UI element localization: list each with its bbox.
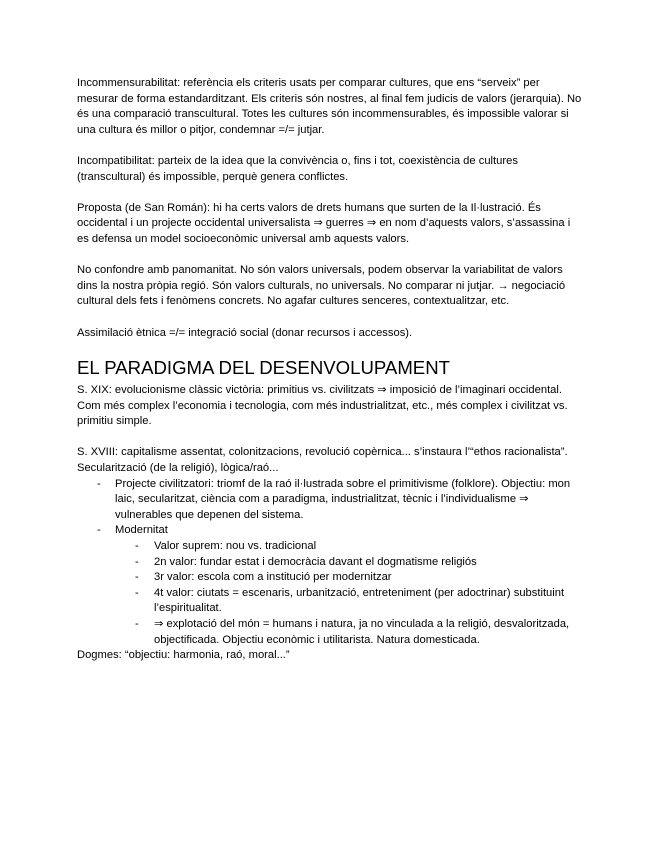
dash-marker: - [135,540,139,553]
sub-list-item-text: 2n valor: fundar estat i democràcia davant el dogmatisme religiós [154,555,477,568]
section-heading: EL PARADIGMA DEL DESENVOLUPAMENT [77,357,450,379]
dash-marker: - [135,555,139,568]
sub-list-item-text: ⇒ explotació del món = humans i natura, ja no vinculada a la religió, desvaloritzada, objectificada. Objectiu econòmic i utilitarista. Natura domesticada. [154,618,570,646]
paragraph-segle-xix: S. XIX: evolucionisme clàssic victòria: primitius vs. civilitzats ⇒ imposició de l’imaginari occidental. Com més complex l’economia i tecnologia, com més industrialitzat, etc., més complex i civilitzat vs. primitiu simple. [77,384,568,428]
sub-list-item-text: 4t valor: ciutats = escenaris, urbanització, entreteniment (per adoctrinar) substituint l’espiritualitat. [154,586,565,615]
sub-list-item [77,555,583,571]
paragraph-segle-xviii: S. XVIII: capitalisme assentat, colonitzacions, revolució copèrnica... s’instaura l’“ethos racionalista”. Secularització (de la religió), lògica/raó... [77,446,568,475]
paragraph-proposta: Proposta (de San Román): hi ha certs valors de drets humans que surten de la Il·lustració. És occidental i un projecte occidental universalista ⇒ guerres ⇒ en nom d’aquests valors, s’assassina i es defensa un model socioeconòmic universal amb aquests valors. [77,201,571,245]
sub-list [115,539,583,648]
dash-marker: - [135,618,139,630]
paragraph-incommensurabilitat: Incommensurabilitat: referència els criteris usats per comparar cultures, que ens “serveix” per mesurar de forma estandarditzant. Els criteris són nostres, al final fem judicis de valors (jerarquia). No és una comparació transcultural. Totes les cultures són incommensurables, és impossible valorar si una cultura és millor o pitjor, condemnar =/= jutjar. [77,77,582,136]
sub-list-item-text: 3r valor: escola com a institució per modernitzar [154,571,392,584]
dash-marker: - [135,586,139,599]
bullet-list [77,477,583,649]
list-item-text: Projecte civilitzatori: triomf de la raó il·lustrada sobre el primitivisme (folklore). Objectiu: mon laic, secularitzat, ciència com a paradigma, industrialitzat, tècnic i l’individualisme ⇒ vulnerables que depenen del sistema. [115,477,571,521]
sub-list-item [77,570,583,586]
sub-list-item [77,586,583,617]
paragraph-assimilacio: Assimilació ètnica =/= integració social (donar recursos i accessos). [77,326,413,339]
list-item-text: Modernitat [115,524,168,537]
list-item [77,477,583,524]
paragraph-dogmes: Dogmes: “objectiu: harmonia, raó, moral...” [77,649,290,662]
sub-list-item-text: Valor suprem: nou vs. tradicional [154,540,317,553]
sub-list-item [77,539,583,555]
sub-list-item [77,617,583,648]
list-item [77,523,583,648]
paragraph-incompatibilitat: Incompatibilitat: parteix de la idea que la convivència o, fins i tot, coexistència de cultures (transcultural) és impossible, perquè genera conflictes. [77,154,518,183]
dash-marker: - [135,571,139,584]
dash-marker: - [97,477,101,490]
paragraph-panomanitat: No confondre amb panomanitat. No són valors universals, podem observar la variabilitat de valors dins la nostra pròpia regió. Són valors culturals, no universals. No comparar ni jutjar. → negociació cultural dels fets i fenòmens concrets. No agafar cultures senceres, contextualitzar, etc. [77,264,566,308]
dash-marker: - [97,524,101,537]
